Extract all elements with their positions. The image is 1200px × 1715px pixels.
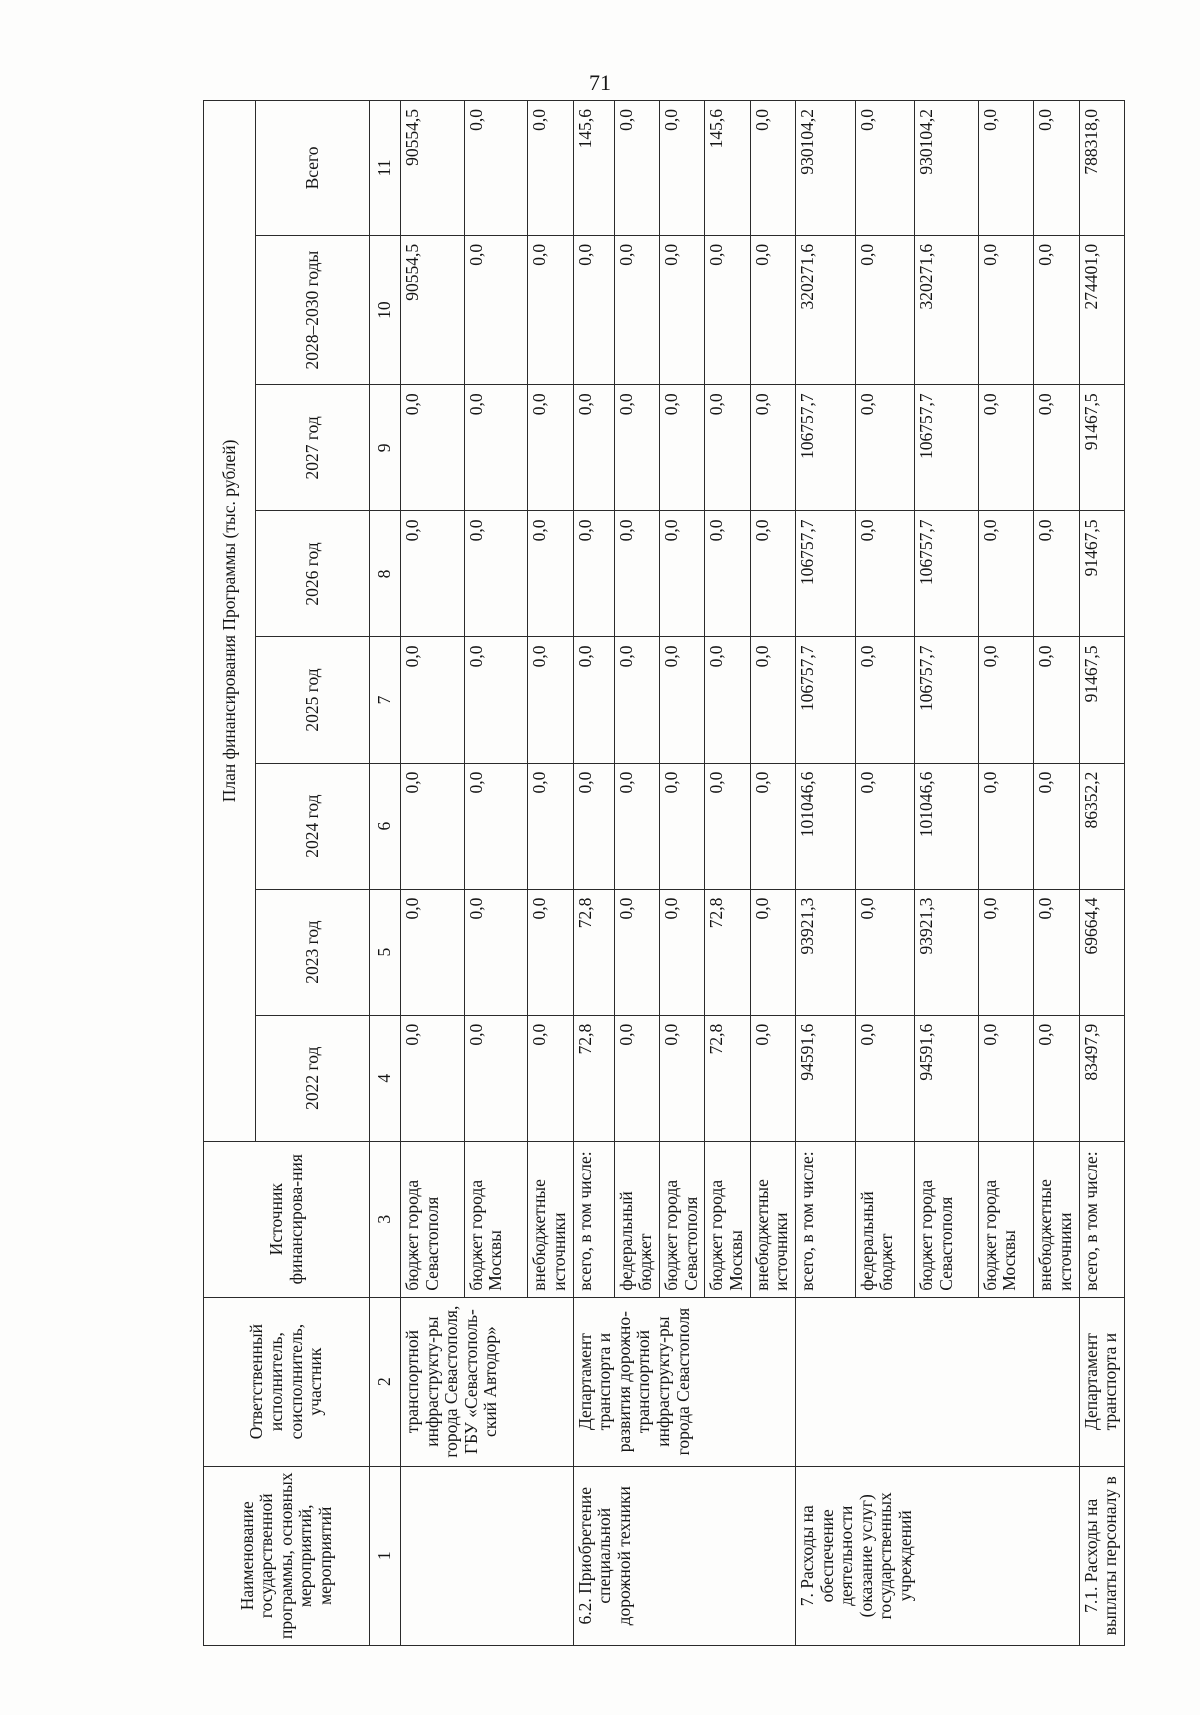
value-cell: 320271,6 [915, 235, 979, 385]
value-cell: 0,0 [705, 385, 750, 511]
value-cell: 0,0 [750, 889, 795, 1015]
value-cell: 90554,5 [401, 101, 465, 236]
program-name-cell [401, 1466, 574, 1645]
value-cell: 0,0 [401, 385, 465, 511]
value-cell: 0,0 [978, 1015, 1033, 1141]
value-cell: 72,8 [573, 889, 614, 1015]
value-cell: 0,0 [614, 511, 659, 637]
header-year: 2024 год [256, 763, 370, 889]
value-cell: 0,0 [1034, 385, 1079, 511]
column-number: 7 [370, 637, 401, 763]
value-cell: 0,0 [978, 101, 1033, 236]
value-cell: 0,0 [978, 511, 1033, 637]
header-executor: Ответственный исполнитель, соисполнитель, участник [204, 1297, 370, 1466]
value-cell: 0,0 [614, 1015, 659, 1141]
value-cell: 0,0 [1034, 511, 1079, 637]
value-cell: 0,0 [660, 637, 705, 763]
value-cell: 72,8 [705, 1015, 750, 1141]
value-cell: 0,0 [978, 385, 1033, 511]
value-cell: 0,0 [705, 235, 750, 385]
value-cell: 0,0 [855, 235, 915, 385]
value-cell: 106757,7 [915, 511, 979, 637]
source-cell: бюджет города Москвы [705, 1141, 750, 1297]
value-cell: 0,0 [573, 763, 614, 889]
financing-table [203, 100, 1125, 1646]
value-cell: 0,0 [464, 637, 528, 763]
header-year: 2023 год [256, 889, 370, 1015]
source-cell: федеральный бюджет [855, 1141, 915, 1297]
source-cell: внебюджетные источники [750, 1141, 795, 1297]
value-cell: 0,0 [978, 889, 1033, 1015]
value-cell: 0,0 [614, 637, 659, 763]
value-cell: 0,0 [660, 763, 705, 889]
column-number: 4 [370, 1015, 401, 1141]
value-cell: 0,0 [660, 101, 705, 236]
header-financing-plan: План финансирования Программы (тыс. рублей) [204, 101, 256, 1142]
value-cell: 93921,3 [796, 889, 856, 1015]
executor-cell: Департамент транспорта и развития дорожно-транспортной инфраструкту-ры города Севастополя [573, 1297, 795, 1466]
value-cell: 0,0 [528, 889, 573, 1015]
value-cell: 106757,7 [915, 385, 979, 511]
value-cell: 0,0 [573, 385, 614, 511]
value-cell: 0,0 [528, 101, 573, 236]
value-cell: 0,0 [1034, 101, 1079, 236]
value-cell: 0,0 [528, 763, 573, 889]
value-cell: 93921,3 [915, 889, 979, 1015]
value-cell: 0,0 [978, 235, 1033, 385]
table-row [796, 101, 856, 1646]
value-cell: 0,0 [401, 511, 465, 637]
value-cell: 0,0 [750, 763, 795, 889]
header-year: 2025 год [256, 637, 370, 763]
value-cell: 69664,4 [1079, 889, 1124, 1015]
value-cell: 72,8 [705, 889, 750, 1015]
value-cell: 101046,6 [796, 763, 856, 889]
value-cell: 0,0 [705, 511, 750, 637]
value-cell: 0,0 [401, 889, 465, 1015]
column-number: 11 [370, 101, 401, 236]
source-cell: бюджет города Севастополя [401, 1141, 465, 1297]
executor-cell: Департамент транспорта и [1079, 1297, 1124, 1466]
value-cell: 0,0 [464, 385, 528, 511]
program-name-cell: 7.1. Расходы на выплаты персоналу в [1079, 1466, 1124, 1645]
value-cell: 0,0 [660, 511, 705, 637]
column-number: 10 [370, 235, 401, 385]
value-cell: 83497,9 [1079, 1015, 1124, 1141]
header-total: Всего [256, 101, 370, 236]
value-cell: 0,0 [401, 1015, 465, 1141]
value-cell: 94591,6 [915, 1015, 979, 1141]
column-number: 9 [370, 385, 401, 511]
value-cell: 0,0 [750, 385, 795, 511]
table-row [573, 101, 614, 1646]
column-number: 6 [370, 763, 401, 889]
value-cell: 0,0 [978, 763, 1033, 889]
header-year: 2028–2030 годы [256, 235, 370, 385]
source-cell: всего, в том числе: [573, 1141, 614, 1297]
value-cell: 106757,7 [796, 637, 856, 763]
value-cell: 0,0 [855, 101, 915, 236]
value-cell: 0,0 [464, 511, 528, 637]
value-cell: 91467,5 [1079, 511, 1124, 637]
table-row [1079, 101, 1124, 1646]
source-cell: внебюджетные источники [1034, 1141, 1079, 1297]
source-cell: бюджет города Севастополя [660, 1141, 705, 1297]
source-cell: федеральный бюджет [614, 1141, 659, 1297]
program-name-cell: 6.2. Приобретение специальной дорожной техники [573, 1466, 795, 1645]
value-cell: 0,0 [1034, 1015, 1079, 1141]
executor-cell: транспортной инфраструкту-ры города Севастополя, ГБУ «Севастополь-ский Автодор» [401, 1297, 574, 1466]
value-cell: 0,0 [573, 511, 614, 637]
header-year: 2022 год [256, 1015, 370, 1141]
source-cell: всего, в том числе: [1079, 1141, 1124, 1297]
rotated-table-sheet [203, 100, 1125, 1646]
value-cell: 90554,5 [401, 235, 465, 385]
value-cell: 145,6 [705, 101, 750, 236]
value-cell: 0,0 [855, 1015, 915, 1141]
value-cell: 0,0 [401, 763, 465, 889]
value-cell: 0,0 [401, 637, 465, 763]
value-cell: 0,0 [978, 637, 1033, 763]
value-cell: 0,0 [1034, 889, 1079, 1015]
header-year: 2026 год [256, 511, 370, 637]
column-number: 5 [370, 889, 401, 1015]
value-cell: 106757,7 [915, 637, 979, 763]
value-cell: 145,6 [573, 101, 614, 236]
value-cell: 930104,2 [796, 101, 856, 236]
value-cell: 94591,6 [796, 1015, 856, 1141]
page-number: 71 [589, 70, 611, 95]
value-cell: 0,0 [705, 637, 750, 763]
value-cell: 0,0 [614, 889, 659, 1015]
value-cell: 0,0 [855, 511, 915, 637]
source-cell: бюджет города Москвы [464, 1141, 528, 1297]
value-cell: 0,0 [1034, 763, 1079, 889]
value-cell: 0,0 [614, 101, 659, 236]
value-cell: 788318,0 [1079, 101, 1124, 236]
value-cell: 91467,5 [1079, 637, 1124, 763]
value-cell: 0,0 [614, 235, 659, 385]
column-number: 2 [370, 1297, 401, 1466]
value-cell: 0,0 [750, 1015, 795, 1141]
value-cell: 0,0 [528, 637, 573, 763]
table-row [401, 101, 465, 1646]
value-cell: 320271,6 [796, 235, 856, 385]
value-cell: 0,0 [750, 235, 795, 385]
value-cell: 0,0 [855, 385, 915, 511]
value-cell: 0,0 [705, 763, 750, 889]
column-number: 1 [370, 1466, 401, 1645]
source-cell: бюджет города Севастополя [915, 1141, 979, 1297]
value-cell: 0,0 [614, 763, 659, 889]
value-cell: 930104,2 [915, 101, 979, 236]
value-cell: 0,0 [660, 889, 705, 1015]
header-program-name: Наименование государственной программы, основных мероприятий, мероприятий [204, 1466, 370, 1645]
program-name-cell: 7. Расходы на обеспечение деятельности (оказание услуг) государственных учреждений [796, 1466, 1079, 1645]
value-cell: 0,0 [750, 637, 795, 763]
value-cell: 0,0 [614, 385, 659, 511]
value-cell: 106757,7 [796, 385, 856, 511]
source-cell: бюджет города Москвы [978, 1141, 1033, 1297]
value-cell: 0,0 [1034, 637, 1079, 763]
value-cell: 0,0 [855, 763, 915, 889]
column-number: 3 [370, 1141, 401, 1297]
value-cell: 0,0 [464, 763, 528, 889]
value-cell: 0,0 [464, 235, 528, 385]
value-cell: 106757,7 [796, 511, 856, 637]
executor-cell [796, 1297, 1079, 1466]
value-cell: 0,0 [528, 385, 573, 511]
value-cell: 0,0 [660, 385, 705, 511]
value-cell: 0,0 [855, 637, 915, 763]
value-cell: 91467,5 [1079, 385, 1124, 511]
value-cell: 0,0 [528, 1015, 573, 1141]
value-cell: 0,0 [573, 235, 614, 385]
value-cell: 86352,2 [1079, 763, 1124, 889]
value-cell: 101046,6 [915, 763, 979, 889]
value-cell: 0,0 [528, 511, 573, 637]
value-cell: 274401,0 [1079, 235, 1124, 385]
value-cell: 0,0 [660, 1015, 705, 1141]
value-cell: 0,0 [1034, 235, 1079, 385]
source-cell: внебюджетные источники [528, 1141, 573, 1297]
value-cell: 0,0 [464, 889, 528, 1015]
value-cell: 0,0 [464, 101, 528, 236]
value-cell: 0,0 [855, 889, 915, 1015]
value-cell: 72,8 [573, 1015, 614, 1141]
header-year: 2027 год [256, 385, 370, 511]
header-source: Источник финансирова-ния [204, 1141, 370, 1297]
value-cell: 0,0 [573, 637, 614, 763]
source-cell: всего, в том числе: [796, 1141, 856, 1297]
value-cell: 0,0 [464, 1015, 528, 1141]
value-cell: 0,0 [750, 101, 795, 236]
value-cell: 0,0 [660, 235, 705, 385]
column-number: 8 [370, 511, 401, 637]
value-cell: 0,0 [528, 235, 573, 385]
value-cell: 0,0 [750, 511, 795, 637]
